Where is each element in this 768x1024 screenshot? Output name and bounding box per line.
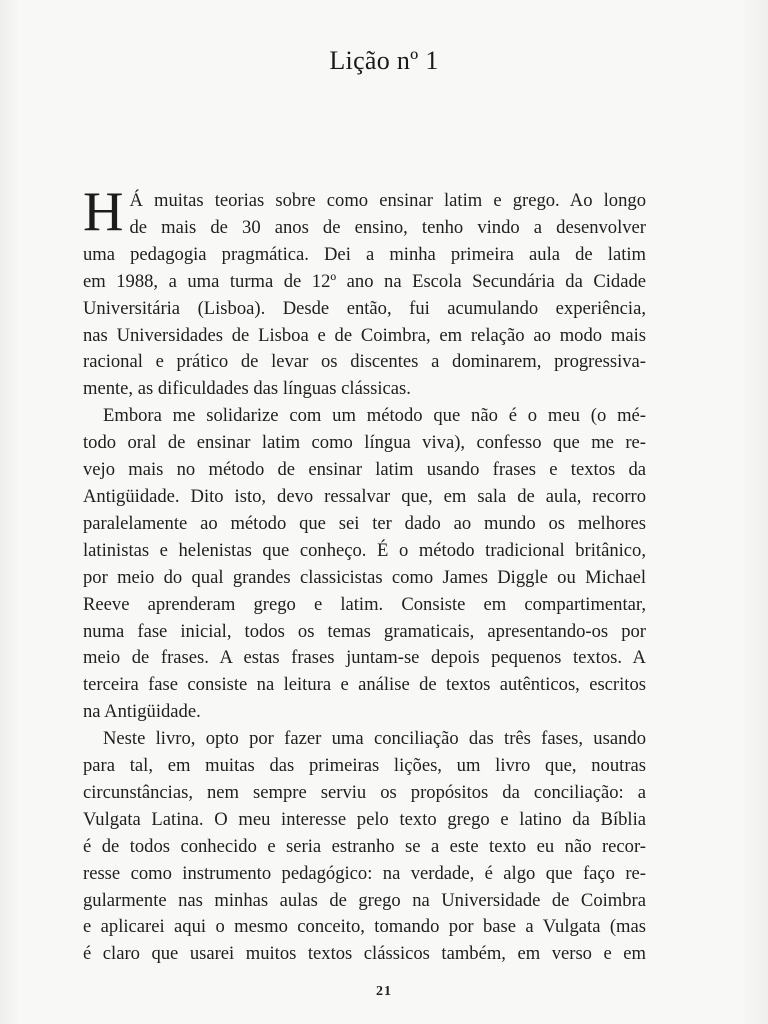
paragraph-2 — [83, 403, 646, 726]
text-line: vejo mais no método de ensinar latim usando frases e textos da — [83, 459, 646, 481]
page-number: 21 — [376, 984, 392, 999]
text-line: na Antigüidade. — [83, 701, 201, 723]
text-line: Á muitas teorias sobre como ensinar latim e grego. Ao longo — [129, 190, 646, 211]
text-line: paralelamente ao método que sei ter dado ao mundo os melhores — [83, 512, 646, 534]
text-line: latinistas e helenistas que conheço. É o método tradicional britânico, — [83, 539, 646, 561]
text-line: Neste livro, opto por fazer uma conciliação das três fases, usando — [103, 728, 646, 750]
page-title: Lição nº 1 — [329, 46, 439, 75]
text-line: resse como instrumento pedagógico: na verdade, é algo que faço re- — [83, 862, 646, 884]
text-line: por meio do qual grandes classicistas como James Diggle ou Michael — [83, 566, 646, 588]
text-line: Embora me solidarize com um método que não é o meu (o mé- — [103, 405, 646, 427]
text-line: nas Universidades de Lisboa e de Coimbra, em relação ao modo mais — [83, 324, 646, 346]
text-line: Reeve aprenderam grego e latim. Consiste em compartimentar, — [83, 593, 646, 615]
text-line: de mais de 30 anos de ensino, tenho vindo a desenvolver — [129, 216, 646, 238]
text-line: todo oral de ensinar latim como língua viva), confesso que me re- — [83, 432, 646, 454]
text-line: é claro que usarei muitos textos clássicos também, em verso e em — [83, 943, 646, 965]
text-line: mente, as dificuldades das línguas clássicas. — [83, 378, 411, 400]
text-line: racional e prático de levar os discentes a dominarem, progressiva- — [83, 351, 646, 373]
text-line: e aplicarei aqui o mesmo conceito, tomando por base a Vulgata (mas — [83, 916, 646, 938]
text-line: Vulgata Latina. O meu interesse pelo texto grego e latino da Bíblia — [83, 808, 646, 830]
text-line: gularmente nas minhas aulas de grego na Universidade de Coimbra — [83, 889, 646, 911]
text-line: numa fase inicial, todos os temas gramaticais, apresentando-os por — [83, 620, 646, 642]
text-line: Universitária (Lisboa). Desde então, fui acumulando experiência, — [83, 297, 646, 319]
text-line: uma pedagogia pragmática. Dei a minha primeira aula de latim — [83, 243, 646, 265]
drop-cap: H — [83, 181, 124, 243]
body-text — [83, 181, 646, 968]
text-line: terceira fase consiste na leitura e análise de textos autênticos, escritos — [83, 674, 646, 696]
text-line: circunstâncias, nem sempre serviu os propósitos da conciliação: a — [83, 781, 646, 803]
paragraph-3 — [83, 726, 646, 968]
text-line: é de todos conhecido e seria estranho se a este texto eu não recor- — [83, 835, 646, 857]
text-line: Antigüidade. Dito isto, devo ressalvar que, em sala de aula, recorro — [83, 485, 646, 507]
text-line: em 1988, a uma turma de 12º ano na Escola Secundária da Cidade — [83, 270, 646, 292]
text-line: meio de frases. A estas frases juntam-se depois pequenos textos. A — [83, 647, 646, 669]
text-line: para tal, em muitas das primeiras lições, um livro que, noutras — [83, 755, 646, 777]
paragraph-1 — [83, 181, 646, 403]
